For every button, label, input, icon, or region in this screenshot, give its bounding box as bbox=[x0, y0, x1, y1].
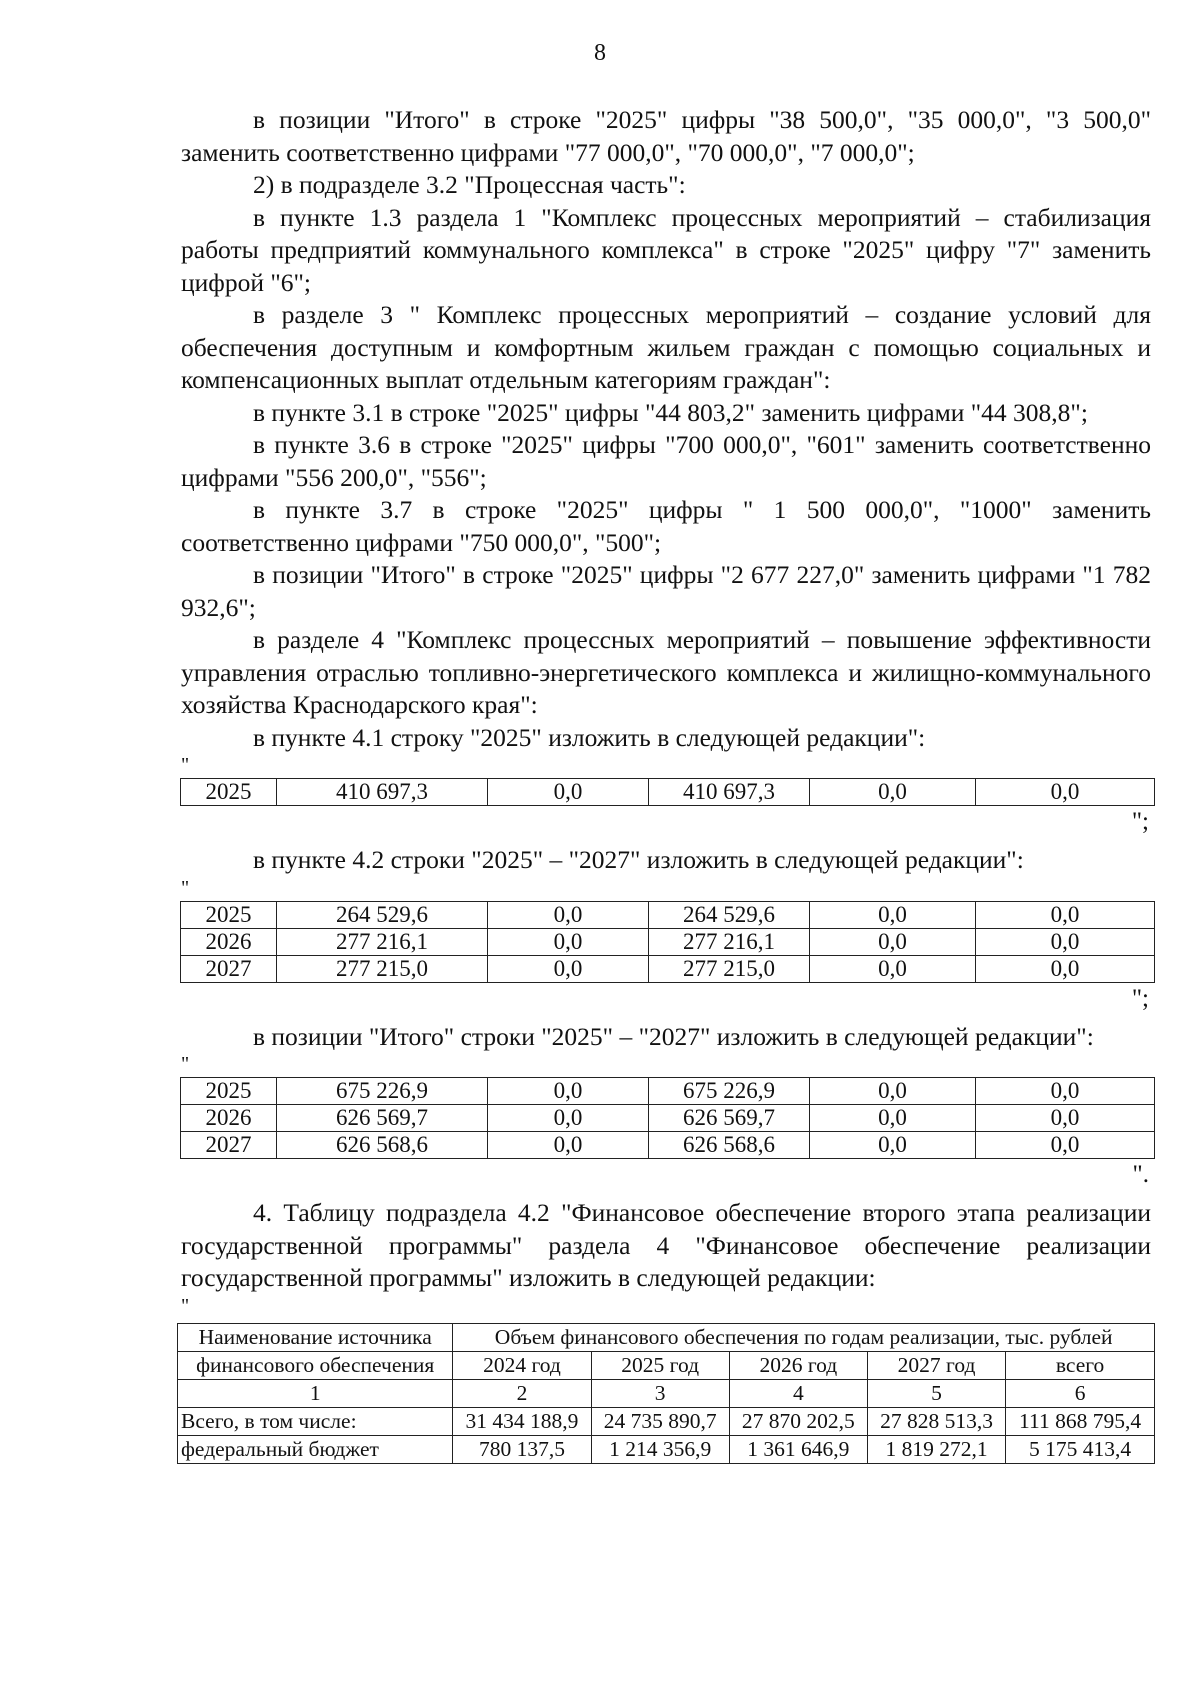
table-4-1 bbox=[180, 778, 1155, 806]
paragraph: в пункте 4.1 строку "2025" изложить в следующей редакции": bbox=[253, 722, 926, 752]
page-number: 8 bbox=[594, 40, 606, 66]
table-row: 2026 626 569,7 0,0 626 569,7 0,0 0,0 bbox=[181, 1105, 1155, 1132]
table-header-cell: 2027 год bbox=[867, 1351, 1005, 1379]
financial-table bbox=[177, 1323, 1155, 1464]
table-row: федеральный бюджет 780 137,5 1 214 356,9 1 361 646,9 1 819 272,1 5 175 413,4 bbox=[178, 1435, 1155, 1463]
table-row: Всего, в том числе: 31 434 188,9 24 735 890,7 27 870 202,5 27 828 513,3 111 868 795,4 bbox=[178, 1407, 1155, 1435]
paragraph: в пункте 4.2 строки "2025" – "2027" изложить в следующей редакции": bbox=[253, 845, 1024, 874]
table-header-cell: 2024 год bbox=[453, 1351, 591, 1379]
paragraph: в пункте 3.7 в строке "2025" цифры " 1 500 000,0", "1000" заменить соответственно цифрами "750 000,0", "500"; bbox=[181, 495, 1151, 557]
table-row: 2025 675 226,9 0,0 675 226,9 0,0 0,0 bbox=[181, 1078, 1155, 1105]
table-row: 2025 410 697,3 0,0 410 697,3 0,0 0,0 bbox=[181, 779, 1155, 806]
paragraph: в позиции "Итого" строки "2025" – "2027" изложить в следующей редакции": bbox=[253, 1021, 1094, 1051]
table-row: 2027 277 215,0 0,0 277 215,0 0,0 0,0 bbox=[181, 955, 1155, 982]
table-header-cell: финансового обеспечения bbox=[178, 1351, 453, 1379]
table-row: 2025 264 529,6 0,0 264 529,6 0,0 0,0 bbox=[181, 901, 1155, 928]
close-quote: ". bbox=[1132, 1161, 1149, 1188]
close-quote: "; bbox=[1131, 984, 1149, 1012]
close-quote: "; bbox=[1131, 808, 1149, 835]
paragraph: в позиции "Итого" в строке "2025" цифры "38 500,0", "35 000,0", "3 500,0" заменить соответственно цифрами "77 000,0", "70 000,0", "7 000,0"; bbox=[181, 105, 1151, 167]
paragraph: в пункте 3.1 в строке "2025" цифры "44 803,2" заменить цифрами "44 308,8"; bbox=[253, 397, 1088, 427]
table-header-cell: 2026 год bbox=[729, 1351, 867, 1379]
table-row: 2026 277 216,1 0,0 277 216,1 0,0 0,0 bbox=[181, 928, 1155, 955]
table-row: 1 2 3 4 5 6 bbox=[178, 1379, 1155, 1407]
table-header-cell: 2025 год bbox=[591, 1351, 729, 1379]
table-header-row bbox=[178, 1351, 1155, 1379]
table-4-2 bbox=[180, 901, 1155, 983]
table-row: 2027 626 568,6 0,0 626 568,6 0,0 0,0 bbox=[181, 1132, 1155, 1159]
table-header-cell: всего bbox=[1006, 1351, 1155, 1379]
paragraph: в пункте 3.6 в строке "2025" цифры "700 000,0", "601" заменить соответственно цифрами "556 200,0", "556"; bbox=[181, 430, 1151, 492]
open-quote: " bbox=[181, 876, 190, 899]
paragraph: в позиции "Итого" в строке "2025" цифры "2 677 227,0" заменить цифрами "1 782 932,6"; bbox=[181, 560, 1151, 622]
table-header-cell: Объем финансового обеспечения по годам реализации, тыс. рублей bbox=[453, 1323, 1155, 1351]
paragraph: в разделе 4 "Комплекс процессных мероприятий – повышение эффективности управления отраслью топливно-энергетического комплекса и жилищно-коммунального хозяйства Краснодарского края": bbox=[181, 625, 1151, 719]
document-body bbox=[181, 104, 1151, 1464]
paragraph: 4. Таблицу подраздела 4.2 "Финансовое обеспечение второго этапа реализации государственной программы" раздела 4 "Финансовое обеспечение реализации государственной программы" изложить в следующей редакции: bbox=[181, 1198, 1151, 1292]
open-quote: " bbox=[181, 1294, 190, 1317]
open-quote: " bbox=[181, 1053, 190, 1075]
paragraph: в разделе 3 " Комплекс процессных мероприятий – создание условий для обеспечения доступным и комфортным жильем граждан с помощью социальных и компенсационных выплат отдельным категориям граждан": bbox=[181, 300, 1151, 394]
paragraph: в пункте 1.3 раздела 1 "Комплекс процессных мероприятий – стабилизация работы предприятий коммунального комплекса" в строке "2025" цифру "7" заменить цифрой "6"; bbox=[181, 202, 1151, 297]
table-header-cell: Наименование источника bbox=[178, 1323, 453, 1351]
paragraph: 2) в подразделе 3.2 "Процессная часть": bbox=[253, 170, 686, 199]
table-header-row bbox=[178, 1323, 1155, 1351]
table-itogo bbox=[180, 1077, 1155, 1159]
open-quote: " bbox=[181, 754, 190, 776]
